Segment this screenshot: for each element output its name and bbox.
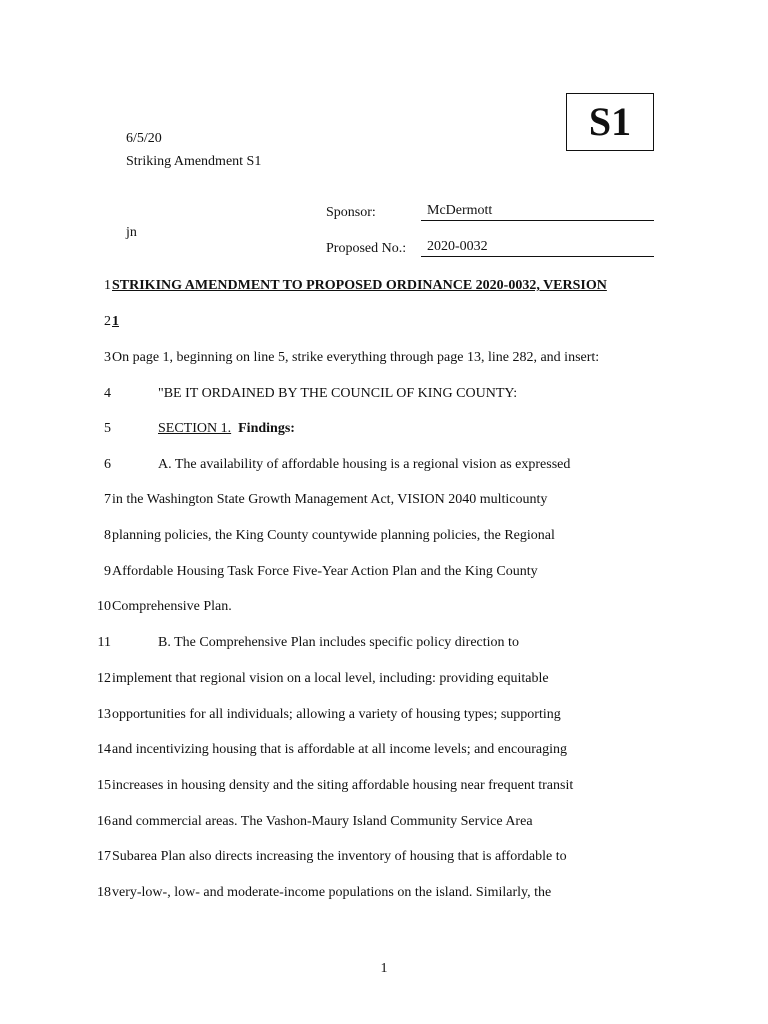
line-text: On page 1, beginning on line 5, strike everything through page 13, line 282, and insert:	[112, 350, 600, 365]
document-line	[0, 350, 768, 370]
line-number: 15	[97, 778, 111, 793]
line-number: 16	[97, 814, 111, 829]
document-line	[0, 421, 768, 441]
line-number: 7	[104, 492, 111, 507]
line-text: and incentivizing housing that is affordable at all income levels; and encouraging	[112, 742, 567, 757]
sponsor-field	[421, 203, 654, 221]
document-date: 6/5/20	[126, 131, 162, 146]
proposed-number-label: Proposed No.:	[326, 241, 407, 256]
line-number: 17	[97, 849, 111, 864]
line-number: 18	[97, 885, 111, 900]
section-number: SECTION 1.	[158, 421, 232, 436]
document-line	[0, 564, 768, 584]
line-number: 10	[97, 599, 111, 614]
section-heading: Findings:	[238, 421, 295, 436]
document-line	[0, 778, 768, 798]
line-text: A. The availability of affordable housing is a regional vision as expressed	[158, 457, 571, 472]
line-text: implement that regional vision on a local level, including: providing equitable	[112, 671, 549, 686]
line-number: 4	[104, 386, 111, 401]
line-number: 8	[104, 528, 111, 543]
amendment-badge	[566, 93, 654, 151]
line-text: Affordable Housing Task Force Five-Year Action Plan and the King County	[112, 564, 538, 579]
line-text: Comprehensive Plan.	[112, 599, 232, 614]
line-text: increases in housing density and the siting affordable housing near frequent transit	[112, 778, 574, 793]
line-text: "BE IT ORDAINED BY THE COUNCIL OF KING COUNTY:	[158, 386, 518, 401]
document-title: Striking Amendment S1	[126, 154, 262, 169]
line-number: 3	[104, 350, 111, 365]
line-number: 1	[104, 278, 111, 293]
line-number: 5	[104, 421, 111, 436]
page-number: 1	[380, 961, 388, 976]
document-line	[0, 314, 768, 334]
line-number: 13	[97, 707, 111, 722]
line-text: in the Washington State Growth Management Act, VISION 2040 multicounty	[112, 492, 548, 507]
document-line	[0, 849, 768, 869]
document-heading: STRIKING AMENDMENT TO PROPOSED ORDINANCE 2020-0032, VERSION	[112, 278, 607, 293]
document-heading-continued: 1	[112, 314, 119, 329]
document-line	[0, 742, 768, 762]
section-line	[158, 421, 295, 437]
line-number: 6	[104, 457, 111, 472]
line-text: and commercial areas. The Vashon-Maury Island Community Service Area	[112, 814, 533, 829]
line-number: 2	[104, 314, 111, 329]
line-number: 9	[104, 564, 111, 579]
line-number: 14	[97, 742, 111, 757]
sponsor-label: Sponsor:	[326, 205, 376, 220]
document-line	[0, 457, 768, 477]
line-text: Subarea Plan also directs increasing the inventory of housing that is affordable to	[112, 849, 567, 864]
line-text: B. The Comprehensive Plan includes specific policy direction to	[158, 635, 519, 650]
document-line	[0, 278, 768, 298]
document-line	[0, 707, 768, 727]
document-line	[0, 671, 768, 691]
document-line	[0, 599, 768, 619]
document-line	[0, 386, 768, 406]
line-number: 11	[97, 635, 111, 650]
amendment-badge-label: S1	[588, 99, 632, 144]
line-text: very-low-, low- and moderate-income populations on the island. Similarly, the	[112, 885, 552, 900]
document-line	[0, 814, 768, 834]
document-line	[0, 885, 768, 905]
proposed-number-field	[421, 239, 654, 257]
proposed-number-value: 2020-0032	[427, 239, 488, 254]
document-line	[0, 492, 768, 512]
document-line	[0, 528, 768, 548]
author-initials: jn	[126, 225, 137, 240]
line-text: planning policies, the King County countywide planning policies, the Regional	[112, 528, 555, 543]
line-number: 12	[97, 671, 111, 686]
sponsor-value: McDermott	[427, 203, 493, 218]
line-text: opportunities for all individuals; allowing a variety of housing types; supporting	[112, 707, 561, 722]
document-line	[0, 635, 768, 655]
